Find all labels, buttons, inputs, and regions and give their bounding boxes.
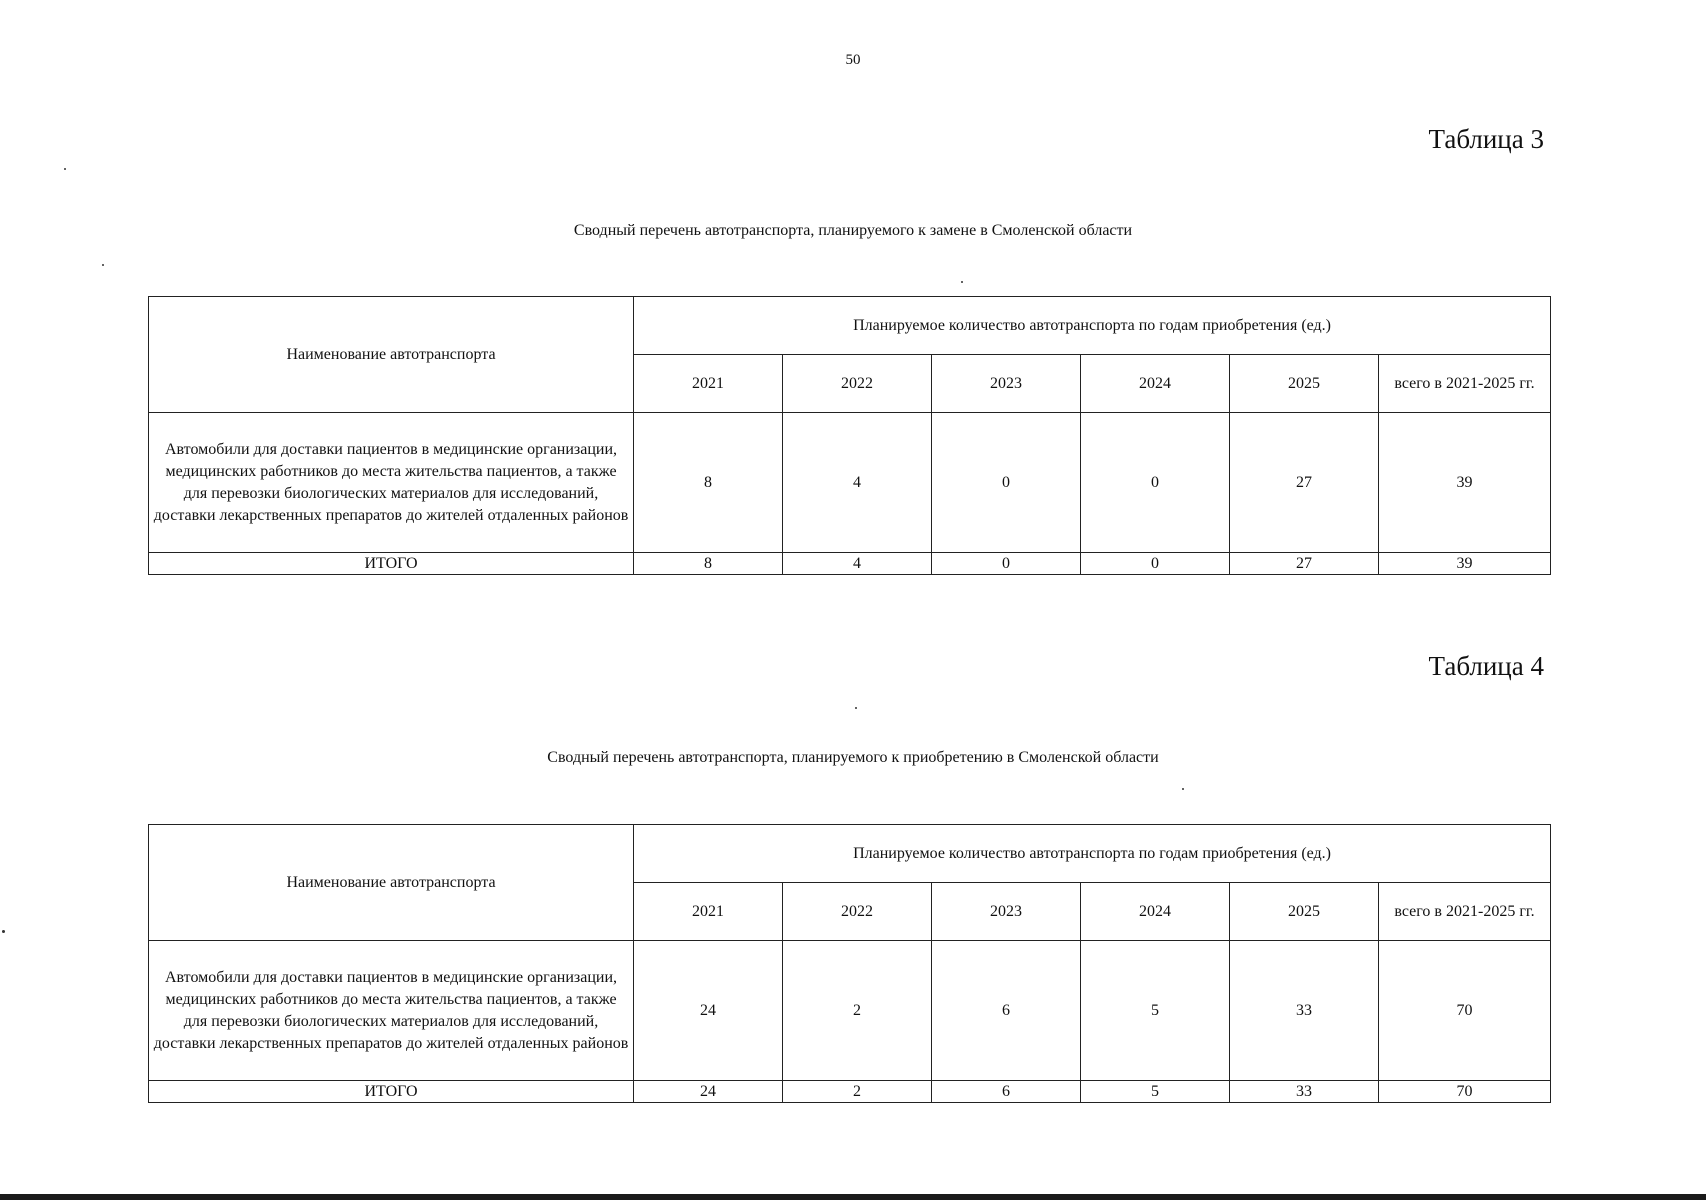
scan-speck <box>64 168 66 170</box>
header-year-cell: 2023 <box>932 355 1081 413</box>
table-3-title: Сводный перечень автотранспорта, планируемого к замене в Смоленской области <box>573 222 1133 239</box>
table-3-caption: Таблица 3 <box>1428 124 1544 154</box>
total-label-cell: ИТОГО <box>149 553 634 575</box>
scan-speck <box>855 707 857 709</box>
row-name-cell: Автомобили для доставки пациентов в медицинские организации, медицинских работников до места жительства пациентов, а также для перевозки биологических материалов для исследований, доставки лекарственных препаратов до жителей отдаленных районов <box>149 941 634 1081</box>
header-year-cell: 2024 <box>1081 883 1230 941</box>
header-year-cell: 2022 <box>783 883 932 941</box>
table-total-row <box>149 1081 1551 1103</box>
header-year-cell: 2024 <box>1081 355 1230 413</box>
table-row <box>149 413 1551 553</box>
row-value-cell: 70 <box>1379 941 1551 1081</box>
header-name-cell: Наименование автотранспорта <box>149 297 634 413</box>
total-value-cell: 5 <box>1081 1081 1230 1103</box>
header-group-cell: Планируемое количество автотранспорта по годам приобретения (ед.) <box>634 825 1551 883</box>
header-year-cell: 2021 <box>634 355 783 413</box>
scan-bottom-edge <box>0 1194 1706 1200</box>
table-header-row <box>149 825 1551 883</box>
row-value-cell: 5 <box>1081 941 1230 1081</box>
header-group-cell: Планируемое количество автотранспорта по годам приобретения (ед.) <box>634 297 1551 355</box>
row-value-cell: 0 <box>1081 413 1230 553</box>
table-row <box>149 941 1551 1081</box>
page-number: 50 <box>845 52 861 68</box>
header-year-cell: 2025 <box>1230 883 1379 941</box>
row-value-cell: 0 <box>932 413 1081 553</box>
total-value-cell: 0 <box>932 553 1081 575</box>
header-year-cell: 2025 <box>1230 355 1379 413</box>
row-value-cell: 24 <box>634 941 783 1081</box>
total-value-cell: 24 <box>634 1081 783 1103</box>
row-value-cell: 33 <box>1230 941 1379 1081</box>
row-value-cell: 4 <box>783 413 932 553</box>
scan-speck <box>2 930 5 933</box>
scan-speck <box>102 264 104 266</box>
row-value-cell: 27 <box>1230 413 1379 553</box>
table-3 <box>148 296 1551 575</box>
total-value-cell: 8 <box>634 553 783 575</box>
header-name-cell: Наименование автотранспорта <box>149 825 634 941</box>
header-year-cell: 2023 <box>932 883 1081 941</box>
total-value-cell: 0 <box>1081 553 1230 575</box>
table-total-row <box>149 553 1551 575</box>
row-value-cell: 39 <box>1379 413 1551 553</box>
total-value-cell: 6 <box>932 1081 1081 1103</box>
row-value-cell: 8 <box>634 413 783 553</box>
total-value-cell: 4 <box>783 553 932 575</box>
row-value-cell: 6 <box>932 941 1081 1081</box>
row-name-cell: Автомобили для доставки пациентов в медицинские организации, медицинских работников до места жительства пациентов, а также для перевозки биологических материалов для исследований, доставки лекарственных препаратов до жителей отдаленных районов <box>149 413 634 553</box>
table-header-row <box>149 297 1551 355</box>
row-value-cell: 2 <box>783 941 932 1081</box>
scan-speck <box>961 281 963 283</box>
header-year-cell: 2022 <box>783 355 932 413</box>
scan-speck <box>1182 788 1184 790</box>
table-4-caption: Таблица 4 <box>1428 651 1544 681</box>
header-year-cell: 2021 <box>634 883 783 941</box>
total-value-cell: 2 <box>783 1081 932 1103</box>
total-value-cell: 39 <box>1379 553 1551 575</box>
total-value-cell: 27 <box>1230 553 1379 575</box>
header-total-cell: всего в 2021-2025 гг. <box>1379 355 1551 413</box>
header-total-cell: всего в 2021-2025 гг. <box>1379 883 1551 941</box>
total-value-cell: 70 <box>1379 1081 1551 1103</box>
total-label-cell: ИТОГО <box>149 1081 634 1103</box>
total-value-cell: 33 <box>1230 1081 1379 1103</box>
table-4-title: Сводный перечень автотранспорта, планируемого к приобретению в Смоленской области <box>547 749 1159 766</box>
table-4 <box>148 824 1551 1103</box>
